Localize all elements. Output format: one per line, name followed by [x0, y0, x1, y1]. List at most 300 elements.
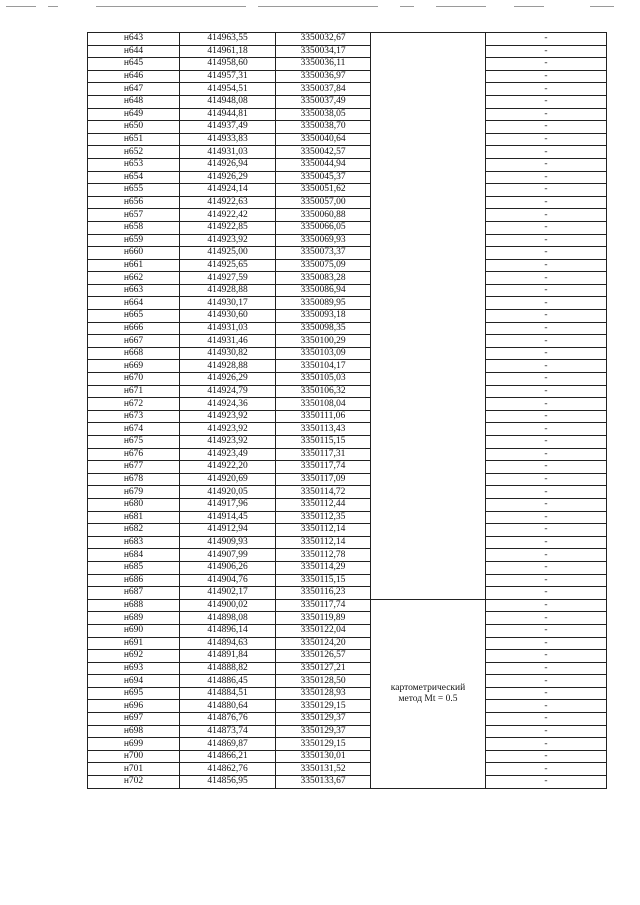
point-id-cell: н653: [88, 158, 180, 171]
table-row: [88, 536, 607, 549]
x-coordinate-cell: 414923,92: [180, 436, 276, 449]
y-coordinate-cell: 3350112,14: [276, 536, 371, 549]
point-id-cell: н667: [88, 335, 180, 348]
y-coordinate-cell: 3350130,01: [276, 750, 371, 763]
dash-cell: -: [486, 650, 607, 663]
table-row: [88, 687, 607, 700]
table-row: [88, 524, 607, 537]
y-coordinate-cell: 3350086,94: [276, 284, 371, 297]
dash-cell: -: [486, 95, 607, 108]
table-row: [88, 121, 607, 134]
y-coordinate-cell: 3350100,29: [276, 335, 371, 348]
point-id-cell: н656: [88, 196, 180, 209]
x-coordinate-cell: 414912,94: [180, 524, 276, 537]
point-id-cell: н690: [88, 624, 180, 637]
x-coordinate-cell: 414922,63: [180, 196, 276, 209]
dash-cell: -: [486, 498, 607, 511]
point-id-cell: н679: [88, 486, 180, 499]
dash-cell: -: [486, 373, 607, 386]
table-row: [88, 247, 607, 260]
x-coordinate-cell: 414924,79: [180, 385, 276, 398]
table-row: [88, 360, 607, 373]
x-coordinate-cell: 414957,31: [180, 70, 276, 83]
dash-cell: -: [486, 184, 607, 197]
point-id-cell: н698: [88, 725, 180, 738]
x-coordinate-cell: 414886,45: [180, 675, 276, 688]
table-row: [88, 650, 607, 663]
x-coordinate-cell: 414891,84: [180, 650, 276, 663]
dash-cell: -: [486, 738, 607, 751]
point-id-cell: н644: [88, 45, 180, 58]
dash-cell: -: [486, 524, 607, 537]
table-row: [88, 158, 607, 171]
dash-cell: -: [486, 436, 607, 449]
dash-cell: -: [486, 33, 607, 46]
point-id-cell: н660: [88, 247, 180, 260]
y-coordinate-cell: 3350083,28: [276, 272, 371, 285]
y-coordinate-cell: 3350098,35: [276, 322, 371, 335]
dash-cell: -: [486, 221, 607, 234]
dash-cell: -: [486, 675, 607, 688]
y-coordinate-cell: 3350108,04: [276, 398, 371, 411]
table-row: [88, 146, 607, 159]
x-coordinate-cell: 414930,17: [180, 297, 276, 310]
table-row: [88, 637, 607, 650]
x-coordinate-cell: 414922,85: [180, 221, 276, 234]
point-id-cell: н684: [88, 549, 180, 562]
y-coordinate-cell: 3350131,52: [276, 763, 371, 776]
point-id-cell: н676: [88, 448, 180, 461]
x-coordinate-cell: 414884,51: [180, 687, 276, 700]
dash-cell: -: [486, 725, 607, 738]
x-coordinate-cell: 414917,96: [180, 498, 276, 511]
point-id-cell: н696: [88, 700, 180, 713]
y-coordinate-cell: 3350112,44: [276, 498, 371, 511]
point-id-cell: н686: [88, 574, 180, 587]
table-row: [88, 574, 607, 587]
x-coordinate-cell: 414869,87: [180, 738, 276, 751]
point-id-cell: н651: [88, 133, 180, 146]
y-coordinate-cell: 3350114,72: [276, 486, 371, 499]
coordinates-table-body: [88, 33, 607, 789]
dash-cell: -: [486, 310, 607, 323]
x-coordinate-cell: 414931,03: [180, 146, 276, 159]
method-label-line1: картометрический: [390, 682, 466, 693]
dash-cell: -: [486, 158, 607, 171]
point-id-cell: н665: [88, 310, 180, 323]
y-coordinate-cell: 3350038,70: [276, 121, 371, 134]
x-coordinate-cell: 414931,46: [180, 335, 276, 348]
x-coordinate-cell: 414904,76: [180, 574, 276, 587]
table-row: [88, 763, 607, 776]
dash-cell: -: [486, 776, 607, 789]
y-coordinate-cell: 3350037,49: [276, 95, 371, 108]
y-coordinate-cell: 3350117,74: [276, 461, 371, 474]
dash-cell: -: [486, 700, 607, 713]
table-row: [88, 272, 607, 285]
dash-cell: -: [486, 750, 607, 763]
table-row: [88, 612, 607, 625]
dash-cell: -: [486, 549, 607, 562]
x-coordinate-cell: 414920,69: [180, 473, 276, 486]
method-label-line2: метод Mt = 0.5: [398, 693, 458, 704]
table-row: [88, 738, 607, 751]
y-coordinate-cell: 3350112,35: [276, 511, 371, 524]
y-coordinate-cell: 3350115,15: [276, 574, 371, 587]
dash-cell: -: [486, 347, 607, 360]
dash-cell: -: [486, 209, 607, 222]
y-coordinate-cell: 3350128,93: [276, 687, 371, 700]
y-coordinate-cell: 3350103,09: [276, 347, 371, 360]
y-coordinate-cell: 3350069,93: [276, 234, 371, 247]
x-coordinate-cell: 414926,29: [180, 373, 276, 386]
table-row: [88, 410, 607, 423]
x-coordinate-cell: 414856,95: [180, 776, 276, 789]
x-coordinate-cell: 414944,81: [180, 108, 276, 121]
table-row: [88, 561, 607, 574]
point-id-cell: н655: [88, 184, 180, 197]
y-coordinate-cell: 3350129,37: [276, 713, 371, 726]
table-row: [88, 95, 607, 108]
table-row: [88, 675, 607, 688]
y-coordinate-cell: 3350051,62: [276, 184, 371, 197]
x-coordinate-cell: 414862,76: [180, 763, 276, 776]
point-id-cell: н657: [88, 209, 180, 222]
point-id-cell: н691: [88, 637, 180, 650]
x-coordinate-cell: 414923,49: [180, 448, 276, 461]
x-coordinate-cell: 414866,21: [180, 750, 276, 763]
x-coordinate-cell: 414958,60: [180, 58, 276, 71]
x-coordinate-cell: 414923,92: [180, 423, 276, 436]
table-row: [88, 335, 607, 348]
dash-cell: -: [486, 70, 607, 83]
dash-cell: -: [486, 322, 607, 335]
dash-cell: -: [486, 662, 607, 675]
dash-cell: -: [486, 448, 607, 461]
y-coordinate-cell: 3350129,15: [276, 700, 371, 713]
x-coordinate-cell: 414926,94: [180, 158, 276, 171]
x-coordinate-cell: 414948,08: [180, 95, 276, 108]
y-coordinate-cell: 3350117,74: [276, 599, 371, 612]
table-row: [88, 725, 607, 738]
dash-cell: -: [486, 121, 607, 134]
dash-cell: -: [486, 83, 607, 96]
table-row: [88, 310, 607, 323]
point-id-cell: н694: [88, 675, 180, 688]
dash-cell: -: [486, 637, 607, 650]
table-row: [88, 473, 607, 486]
x-coordinate-cell: 414961,18: [180, 45, 276, 58]
y-coordinate-cell: 3350119,89: [276, 612, 371, 625]
x-coordinate-cell: 414896,14: [180, 624, 276, 637]
dash-cell: -: [486, 461, 607, 474]
table-row: [88, 70, 607, 83]
table-row: [88, 108, 607, 121]
table-row: [88, 511, 607, 524]
dash-cell: -: [486, 473, 607, 486]
y-coordinate-cell: 3350032,67: [276, 33, 371, 46]
point-id-cell: н658: [88, 221, 180, 234]
dash-cell: -: [486, 133, 607, 146]
x-coordinate-cell: 414927,59: [180, 272, 276, 285]
table-row: [88, 624, 607, 637]
point-id-cell: н674: [88, 423, 180, 436]
x-coordinate-cell: 414873,74: [180, 725, 276, 738]
x-coordinate-cell: 414923,92: [180, 234, 276, 247]
x-coordinate-cell: 414909,93: [180, 536, 276, 549]
point-id-cell: н673: [88, 410, 180, 423]
y-coordinate-cell: 3350129,15: [276, 738, 371, 751]
dash-cell: -: [486, 335, 607, 348]
dash-cell: -: [486, 486, 607, 499]
dash-cell: -: [486, 624, 607, 637]
table-row: [88, 662, 607, 675]
table-row: [88, 498, 607, 511]
x-coordinate-cell: 414930,60: [180, 310, 276, 323]
y-coordinate-cell: 3350111,06: [276, 410, 371, 423]
method-cell: [371, 599, 486, 788]
point-id-cell: н688: [88, 599, 180, 612]
y-coordinate-cell: 3350105,03: [276, 373, 371, 386]
point-id-cell: н680: [88, 498, 180, 511]
table-row: [88, 259, 607, 272]
table-row: [88, 713, 607, 726]
table-row: [88, 234, 607, 247]
coordinates-table: [87, 32, 607, 789]
x-coordinate-cell: 414900,02: [180, 599, 276, 612]
y-coordinate-cell: 3350057,00: [276, 196, 371, 209]
point-id-cell: н671: [88, 385, 180, 398]
point-id-cell: н661: [88, 259, 180, 272]
point-id-cell: н700: [88, 750, 180, 763]
table-row: [88, 45, 607, 58]
y-coordinate-cell: 3350126,57: [276, 650, 371, 663]
point-id-cell: н663: [88, 284, 180, 297]
x-coordinate-cell: 414898,08: [180, 612, 276, 625]
x-coordinate-cell: 414925,65: [180, 259, 276, 272]
table-row: [88, 322, 607, 335]
y-coordinate-cell: 3350114,29: [276, 561, 371, 574]
point-id-cell: н650: [88, 121, 180, 134]
point-id-cell: н648: [88, 95, 180, 108]
point-id-cell: н647: [88, 83, 180, 96]
dash-cell: -: [486, 423, 607, 436]
x-coordinate-cell: 414876,76: [180, 713, 276, 726]
table-row: [88, 171, 607, 184]
table-row: [88, 750, 607, 763]
dash-cell: -: [486, 599, 607, 612]
point-id-cell: н692: [88, 650, 180, 663]
dash-cell: -: [486, 259, 607, 272]
y-coordinate-cell: 3350117,09: [276, 473, 371, 486]
point-id-cell: н677: [88, 461, 180, 474]
point-id-cell: н668: [88, 347, 180, 360]
y-coordinate-cell: 3350038,05: [276, 108, 371, 121]
y-coordinate-cell: 3350093,18: [276, 310, 371, 323]
x-coordinate-cell: 414931,03: [180, 322, 276, 335]
point-id-cell: н643: [88, 33, 180, 46]
point-id-cell: н666: [88, 322, 180, 335]
dash-cell: -: [486, 511, 607, 524]
top-scan-edge: [0, 6, 640, 10]
point-id-cell: н695: [88, 687, 180, 700]
y-coordinate-cell: 3350133,67: [276, 776, 371, 789]
dash-cell: -: [486, 713, 607, 726]
point-id-cell: н681: [88, 511, 180, 524]
table-row: [88, 448, 607, 461]
y-coordinate-cell: 3350036,97: [276, 70, 371, 83]
table-row: [88, 599, 607, 612]
y-coordinate-cell: 3350044,94: [276, 158, 371, 171]
y-coordinate-cell: 3350117,31: [276, 448, 371, 461]
y-coordinate-cell: 3350116,23: [276, 587, 371, 600]
table-row: [88, 196, 607, 209]
table-row: [88, 83, 607, 96]
point-id-cell: н693: [88, 662, 180, 675]
y-coordinate-cell: 3350034,17: [276, 45, 371, 58]
dash-cell: -: [486, 171, 607, 184]
dash-cell: -: [486, 398, 607, 411]
x-coordinate-cell: 414888,82: [180, 662, 276, 675]
point-id-cell: н685: [88, 561, 180, 574]
dash-cell: -: [486, 360, 607, 373]
table-row: [88, 297, 607, 310]
y-coordinate-cell: 3350128,50: [276, 675, 371, 688]
x-coordinate-cell: 414922,42: [180, 209, 276, 222]
table-row: [88, 486, 607, 499]
dash-cell: -: [486, 234, 607, 247]
table-row: [88, 33, 607, 46]
table-row: [88, 221, 607, 234]
table-row: [88, 549, 607, 562]
x-coordinate-cell: 414937,49: [180, 121, 276, 134]
dash-cell: -: [486, 763, 607, 776]
dash-cell: -: [486, 612, 607, 625]
x-coordinate-cell: 414922,20: [180, 461, 276, 474]
point-id-cell: н662: [88, 272, 180, 285]
dash-cell: -: [486, 536, 607, 549]
dash-cell: -: [486, 247, 607, 260]
dash-cell: -: [486, 410, 607, 423]
table-row: [88, 58, 607, 71]
point-id-cell: н701: [88, 763, 180, 776]
x-coordinate-cell: 414954,51: [180, 83, 276, 96]
x-coordinate-cell: 414914,45: [180, 511, 276, 524]
x-coordinate-cell: 414894,63: [180, 637, 276, 650]
x-coordinate-cell: 414930,82: [180, 347, 276, 360]
table-row: [88, 436, 607, 449]
dash-cell: -: [486, 108, 607, 121]
point-id-cell: н654: [88, 171, 180, 184]
point-id-cell: н669: [88, 360, 180, 373]
point-id-cell: н652: [88, 146, 180, 159]
x-coordinate-cell: 414923,92: [180, 410, 276, 423]
dash-cell: -: [486, 284, 607, 297]
table-row: [88, 209, 607, 222]
x-coordinate-cell: 414928,88: [180, 360, 276, 373]
point-id-cell: н689: [88, 612, 180, 625]
dash-cell: -: [486, 146, 607, 159]
y-coordinate-cell: 3350060,88: [276, 209, 371, 222]
x-coordinate-cell: 414925,00: [180, 247, 276, 260]
point-id-cell: н649: [88, 108, 180, 121]
point-id-cell: н675: [88, 436, 180, 449]
table-row: [88, 133, 607, 146]
y-coordinate-cell: 3350040,64: [276, 133, 371, 146]
point-id-cell: н670: [88, 373, 180, 386]
x-coordinate-cell: 414928,88: [180, 284, 276, 297]
dash-cell: -: [486, 297, 607, 310]
point-id-cell: н702: [88, 776, 180, 789]
y-coordinate-cell: 3350113,43: [276, 423, 371, 436]
y-coordinate-cell: 3350075,09: [276, 259, 371, 272]
dash-cell: -: [486, 574, 607, 587]
y-coordinate-cell: 3350122,04: [276, 624, 371, 637]
point-id-cell: н697: [88, 713, 180, 726]
table-row: [88, 184, 607, 197]
x-coordinate-cell: 414906,26: [180, 561, 276, 574]
x-coordinate-cell: 414926,29: [180, 171, 276, 184]
y-coordinate-cell: 3350036,11: [276, 58, 371, 71]
y-coordinate-cell: 3350106,32: [276, 385, 371, 398]
y-coordinate-cell: 3350037,84: [276, 83, 371, 96]
y-coordinate-cell: 3350127,21: [276, 662, 371, 675]
table-row: [88, 385, 607, 398]
y-coordinate-cell: 3350112,14: [276, 524, 371, 537]
point-id-cell: н646: [88, 70, 180, 83]
table-row: [88, 587, 607, 600]
x-coordinate-cell: 414880,64: [180, 700, 276, 713]
point-id-cell: н699: [88, 738, 180, 751]
x-coordinate-cell: 414907,99: [180, 549, 276, 562]
point-id-cell: н672: [88, 398, 180, 411]
table-row: [88, 373, 607, 386]
y-coordinate-cell: 3350089,95: [276, 297, 371, 310]
x-coordinate-cell: 414924,14: [180, 184, 276, 197]
y-coordinate-cell: 3350104,17: [276, 360, 371, 373]
x-coordinate-cell: 414963,55: [180, 33, 276, 46]
table-row: [88, 776, 607, 789]
y-coordinate-cell: 3350124,20: [276, 637, 371, 650]
dash-cell: -: [486, 687, 607, 700]
dash-cell: -: [486, 196, 607, 209]
y-coordinate-cell: 3350112,78: [276, 549, 371, 562]
y-coordinate-cell: 3350115,15: [276, 436, 371, 449]
point-id-cell: н678: [88, 473, 180, 486]
table-row: [88, 398, 607, 411]
y-coordinate-cell: 3350066,05: [276, 221, 371, 234]
point-id-cell: н659: [88, 234, 180, 247]
dash-cell: -: [486, 58, 607, 71]
x-coordinate-cell: 414933,83: [180, 133, 276, 146]
table-row: [88, 461, 607, 474]
x-coordinate-cell: 414902,17: [180, 587, 276, 600]
x-coordinate-cell: 414924,36: [180, 398, 276, 411]
dash-cell: -: [486, 385, 607, 398]
method-cell-empty: [371, 33, 486, 600]
y-coordinate-cell: 3350042,57: [276, 146, 371, 159]
dash-cell: -: [486, 587, 607, 600]
dash-cell: -: [486, 45, 607, 58]
point-id-cell: н687: [88, 587, 180, 600]
point-id-cell: н645: [88, 58, 180, 71]
table-row: [88, 700, 607, 713]
point-id-cell: н664: [88, 297, 180, 310]
table-row: [88, 347, 607, 360]
dash-cell: -: [486, 272, 607, 285]
y-coordinate-cell: 3350129,37: [276, 725, 371, 738]
point-id-cell: н682: [88, 524, 180, 537]
